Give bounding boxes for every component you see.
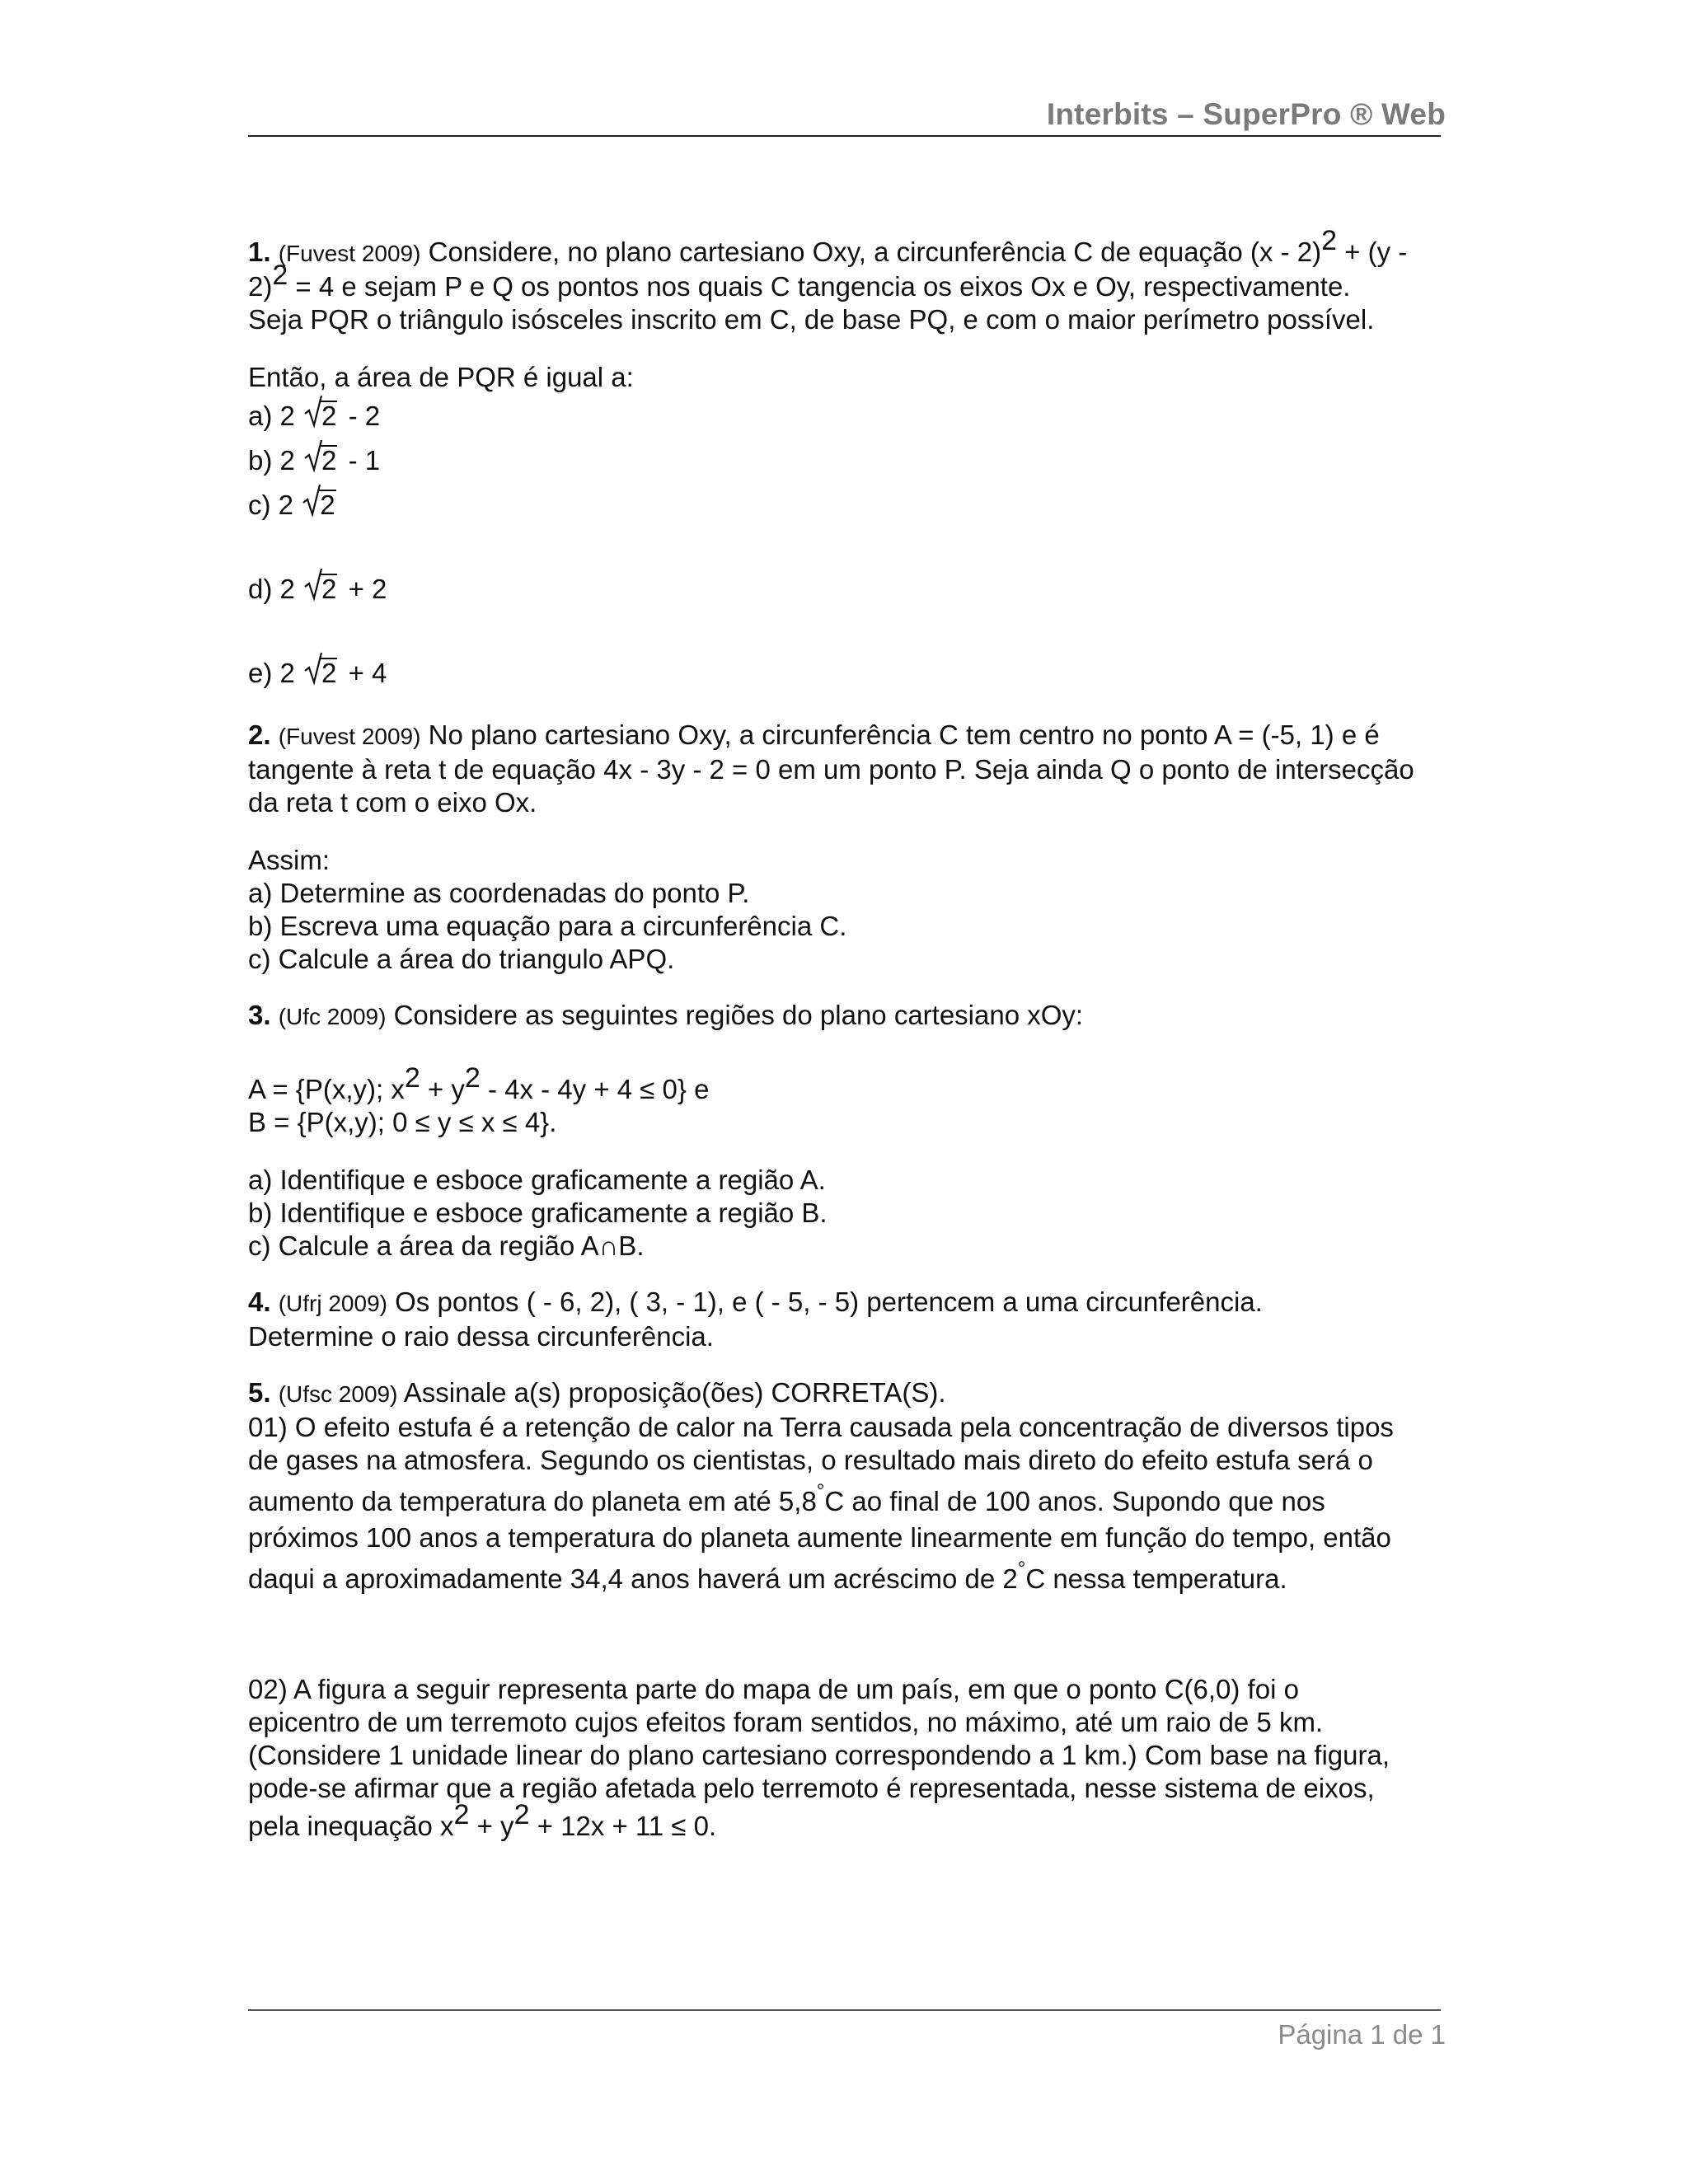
question-number: 1. [248, 237, 271, 267]
q3-text: - 4x - 4y + 4 ≤ 0} e [480, 1074, 710, 1104]
question-3 [248, 999, 1451, 1263]
question-4 [248, 1286, 1451, 1353]
question-source: (Ufsc 2009) [278, 1381, 398, 1407]
option-label: e) 2 [248, 658, 295, 688]
q1-line-1 [248, 225, 1451, 270]
radicand: 2 [321, 401, 337, 431]
q3-set-b: B = {P(x,y); 0 ≤ y ≤ x ≤ 4}. [248, 1107, 557, 1137]
q1-text: + (y - [1337, 237, 1408, 267]
option-label: d) 2 [248, 574, 295, 604]
q3-text: + y [420, 1074, 465, 1104]
square-root [302, 483, 335, 527]
header-title: Interbits – SuperPro ® Web [1046, 97, 1446, 131]
option-c [248, 483, 1451, 527]
q5-p01-line-1: 01) O efeito estufa é a retenção de calor na Terra causada pela concentração de diversos tipos [248, 1412, 1394, 1442]
square-root [304, 394, 337, 438]
q5-p01-line-3 [248, 1480, 1451, 1521]
radicand: 2 [320, 490, 335, 520]
q3-text: A = {P(x,y); x [248, 1074, 405, 1104]
q2-item-a: a) Determine as coordenadas do ponto P. [248, 878, 750, 908]
header-divider [248, 135, 1441, 137]
option-tail: + 4 [348, 658, 387, 688]
page-number: Página 1 de 1 [1278, 2019, 1446, 2050]
square-root [304, 438, 337, 483]
q1-text: 2) [248, 271, 273, 302]
q3-line-1 [248, 999, 1451, 1033]
option-tail: - 1 [348, 445, 381, 476]
exponent: 2 [404, 1062, 420, 1094]
q5-text: aumento da temperatura do planeta em até 5,8 [248, 1486, 817, 1516]
exponent: 2 [272, 260, 288, 291]
square-root [304, 567, 337, 612]
option-tail: + 2 [348, 574, 387, 604]
q5-text: C ao final de 100 anos. Supondo que nos [824, 1486, 1325, 1516]
exponent: 2 [453, 1799, 470, 1830]
q1-text: = 4 e sejam P e Q os pontos nos quais C tangencia os eixos Ox e Oy, respectivamente. [288, 271, 1351, 302]
q2-line-3: da reta t com o eixo Ox. [248, 787, 537, 818]
option-e [248, 651, 1451, 696]
exponent: 2 [513, 1799, 530, 1830]
option-b [248, 438, 1451, 483]
q3-item-c: c) Calcule a área da região A∩B. [248, 1230, 645, 1261]
q3-text: Considere as seguintes regiões do plano cartesiano xOy: [393, 1000, 1084, 1030]
q1-line-3: Seja PQR o triângulo isósceles inscrito em C, de base PQ, e com o maior perímetro possível. [248, 304, 1375, 335]
degree-symbol: ° [816, 1480, 825, 1502]
q5-p02-line-5 [248, 1799, 1451, 1843]
question-source: (Fuvest 2009) [278, 241, 421, 266]
option-label: b) 2 [248, 445, 295, 476]
q5-p02-line-1: 02) A figura a seguir representa parte do mapa de um país, em que o ponto C(6,0) foi o [248, 1674, 1299, 1704]
q2-item-c: c) Calcule a área do triangulo APQ. [248, 944, 675, 974]
question-number: 2. [248, 719, 271, 750]
q5-text: daqui a aproximadamente 34,4 anos haverá um acréscimo de 2 [248, 1563, 1018, 1594]
q3-item-b: b) Identifique e esboce graficamente a região B. [248, 1197, 828, 1228]
q4-line-1 [248, 1286, 1451, 1320]
radicand: 2 [321, 658, 337, 688]
q5-p02-line-2: epicentro de um terremoto cujos efeitos foram sentidos, no máximo, até um raio de 5 km. [248, 1707, 1324, 1737]
q1-prompt: Então, a área de PQR é igual a: [248, 362, 634, 392]
q4-line-2: Determine o raio dessa circunferência. [248, 1321, 714, 1352]
option-label: a) 2 [248, 401, 295, 431]
option-tail: - 2 [348, 401, 381, 431]
q1-text: Considere, no plano cartesiano Oxy, a circunferência C de equação (x - 2) [428, 237, 1322, 267]
q5-text: + y [469, 1811, 514, 1841]
footer-divider [248, 2009, 1441, 2011]
q1-line-2 [248, 260, 1451, 303]
question-source: (Ufc 2009) [278, 1004, 387, 1029]
q5-p01-line-4: próximos 100 anos a temperatura do planeta aumente linearmente em função do tempo, então [248, 1522, 1391, 1553]
exponent: 2 [464, 1062, 481, 1094]
question-1 [248, 225, 1451, 696]
degree-symbol: ° [1017, 1558, 1026, 1580]
q2-line-2: tangente à reta t de equação 4x - 3y - 2 = 0 em um ponto P. Seja ainda Q o ponto de intersecção [248, 754, 1414, 785]
option-d [248, 567, 1451, 612]
question-source: (Ufrj 2009) [278, 1291, 387, 1316]
option-a [248, 394, 1451, 438]
q2-text: No plano cartesiano Oxy, a circunferência C tem centro no ponto A = (-5, 1) e é [428, 719, 1380, 750]
q5-p01-line-2: de gases na atmosfera. Segundo os cientistas, o resultado mais direto do efeito estufa será o [248, 1445, 1373, 1475]
radicand: 2 [321, 445, 337, 476]
q5-text: + 12x + 11 ≤ 0. [529, 1811, 717, 1841]
q5-text: Assinale a(s) proposição(ões) CORRETA(S). [403, 1377, 946, 1408]
q5-text: C nessa temperatura. [1025, 1563, 1287, 1594]
q3-set-a [248, 1062, 1451, 1106]
q2-line-1 [248, 719, 1451, 753]
q5-p02-line-4: pode-se afirmar que a região afetada pelo terremoto é representada, nesse sistema de eixos, [248, 1773, 1375, 1803]
question-number: 4. [248, 1286, 271, 1317]
q2-item-b: b) Escreva uma equação para a circunferência C. [248, 911, 847, 941]
exponent: 2 [1321, 225, 1338, 256]
option-label: c) 2 [248, 490, 294, 520]
q5-line-1 [248, 1376, 1451, 1411]
question-number: 5. [248, 1377, 271, 1408]
q2-prompt: Assim: [248, 845, 330, 875]
square-root [304, 651, 337, 696]
q5-p01-line-5 [248, 1558, 1451, 1599]
question-source: (Fuvest 2009) [278, 724, 421, 749]
q3-item-a: a) Identifique e esboce graficamente a região A. [248, 1165, 826, 1195]
document-body [248, 225, 1451, 1866]
q5-text: pela inequação x [248, 1811, 454, 1841]
question-number: 3. [248, 1000, 271, 1030]
q4-text: Os pontos ( - 6, 2), ( 3, - 1), e ( - 5, - 5) pertencem a uma circunferência. [395, 1286, 1263, 1317]
q5-p02-line-3: (Considere 1 unidade linear do plano cartesiano correspondendo a 1 km.) Com base na figura, [248, 1740, 1390, 1770]
radicand: 2 [321, 574, 337, 604]
question-5 [248, 1376, 1451, 1843]
question-2 [248, 719, 1451, 976]
